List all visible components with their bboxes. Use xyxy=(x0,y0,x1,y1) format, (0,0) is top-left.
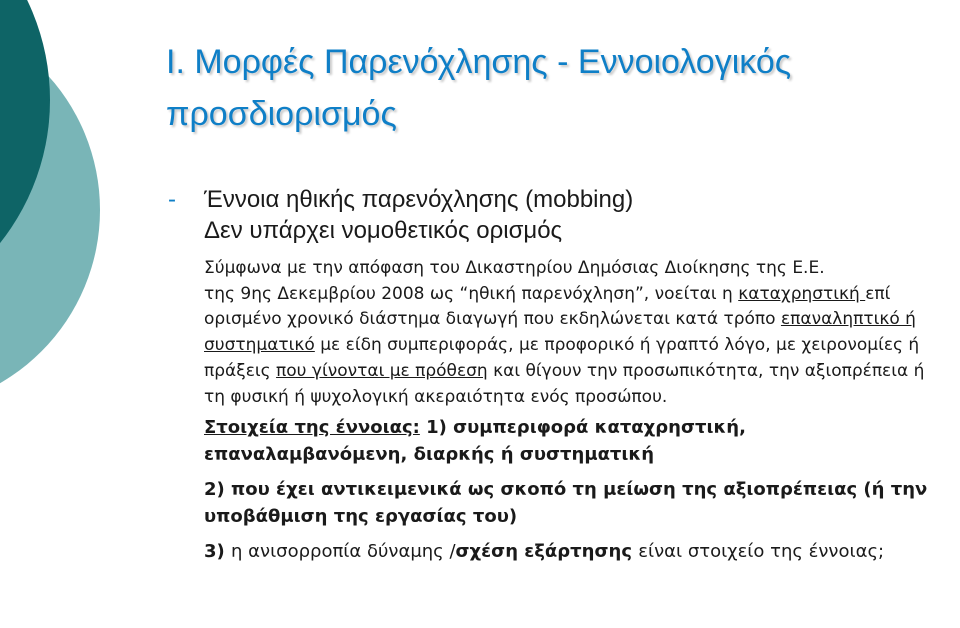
element-2: 2) που έχει αντικειμενικά ως σκοπό τη μείωση της αξιοπρέπειας (ή την υποβάθμιση της εργασίας του) xyxy=(204,479,928,528)
element-3-number: 3) xyxy=(204,541,232,563)
element-1 xyxy=(204,414,949,468)
definition-text-2: επί ορισμένο χρονικό διάστημα διαγωγή που εκδηλώνεται κατά τρόπο xyxy=(204,283,891,330)
decorative-arcs xyxy=(0,0,140,628)
body-text xyxy=(204,256,949,565)
definition-underline-1: καταχρηστική xyxy=(738,283,866,304)
element-3-text-c: είναι στοιχείο της έννοιας; xyxy=(638,541,885,563)
definition-underline-3: που γίνονται με πρόθεση xyxy=(276,360,488,381)
slide-title: Ι. Μορφές Παρενόχλησης - Εννοιολογικός προσδιορισμός xyxy=(166,43,792,133)
element-3-text-a: η ανισορροπία δύναμης / xyxy=(231,541,456,563)
elements-heading: Στοιχεία της έννοιας: xyxy=(204,417,420,439)
definition-text-1: της 9ης Δεκεμβρίου 2008 ως “ηθική παρενόχληση”, νοείται η xyxy=(204,283,739,304)
bullet-line-no-definition: Δεν υπάρχει νομοθετικός ορισμός xyxy=(204,217,563,244)
bullet-dash: - xyxy=(168,186,176,213)
definition-text-4: και θίγουν την προσωπικότητα, την αξιοπρέπεια ή τη φυσική ή ψυχολογική ακεραιότητα ενός προσώπου. xyxy=(204,360,925,407)
element-1-text: 1) συμπεριφορά καταχρηστική, επαναλαμβανόμενη, διαρκής ή συστηματική xyxy=(204,417,746,466)
definition-paragraph xyxy=(204,282,949,411)
definition-underline-2: επαναληπτικό ή συστηματικό xyxy=(204,309,916,356)
element-3 xyxy=(204,538,949,565)
definition-text-3: με είδη συμπεριφοράς, με προφορικό ή γραπτό λόγο, με χειρονομίες ή πράξεις xyxy=(204,335,920,381)
bullet-block xyxy=(168,184,948,246)
court-decision-line: Σύμφωνα με την απόφαση του Δικαστηρίου Δημόσιας Διοίκησης της Ε.Ε. xyxy=(204,258,825,278)
bullet-line-concept: Έννοια ηθικής παρενόχλησης (mobbing) xyxy=(204,186,634,213)
element-3-text-b: σχέση εξάρτησης xyxy=(455,541,639,563)
